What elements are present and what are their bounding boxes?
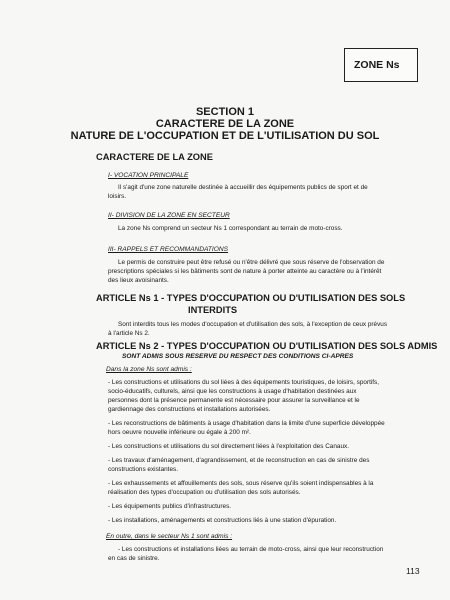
vocation-subheading: I- VOCATION PRINCIPALE bbox=[108, 172, 189, 179]
page-number: 113 bbox=[406, 566, 420, 576]
art2-para4-line-1: - Les travaux d'aménagement, d'agrandissement, et de reconstruction en cas de sinistre des bbox=[108, 457, 370, 464]
art2-para1-line-4: gardiennage des constructions et installations autorisées. bbox=[108, 406, 271, 413]
vocation-line-1: Il s'agit d'une zone naturelle destinée à accueillir des équipements publics de sport et de bbox=[118, 184, 368, 191]
section-subtitle: CARACTERE DE LA ZONE bbox=[155, 118, 295, 130]
article-1-line-2: à l'article Ns 2. bbox=[108, 330, 150, 337]
zone-badge-label: ZONE Ns bbox=[354, 59, 400, 71]
art2-para2-line-1: - Les reconstructions de bâtiments à usage d'habitation dans la limite d'une superficie développée bbox=[108, 420, 385, 427]
rappels-line-3: des lieux avoisinants. bbox=[108, 277, 169, 284]
rappels-subheading: III- RAPPELS ET RECOMMANDATIONS bbox=[108, 246, 229, 253]
article-1-heading: ARTICLE Ns 1 - TYPES D'OCCUPATION OU D'UTILISATION DES SOLS bbox=[96, 293, 406, 303]
art2-para1-line-1: - Les constructions et utilisations du sol liées à des équipements touristiques, de loisirs, sportifs, bbox=[108, 379, 380, 386]
art2-para2-line-2: hors oeuvre nouvelle inférieure ou égale à 200 m². bbox=[108, 429, 251, 436]
article-2-heading: ARTICLE Ns 2 - TYPES D'OCCUPATION OU D'UTILISATION DES SOLS ADMIS bbox=[96, 341, 438, 351]
art2-para5-line-1: - Les exhaussements et affouillements des sols, sous réserve qu'ils soient indispensables à la bbox=[108, 480, 374, 487]
article-1-heading-line-2: INTERDITS bbox=[188, 305, 238, 315]
art2-para3: - Les constructions et utilisations du sol directement liées à l'exploitation des Canaux. bbox=[108, 443, 349, 450]
art2-para8-line-2: en cas de sinistre. bbox=[108, 555, 160, 562]
art2-para4-line-2: constructions existantes. bbox=[108, 466, 178, 473]
caractere-heading: CARACTERE DE LA ZONE bbox=[96, 152, 213, 162]
secteur-label: En outre, dans le secteur Ns 1 sont admis : bbox=[106, 533, 233, 540]
zone-badge bbox=[344, 48, 418, 82]
rappels-line-1: Le permis de construire peut être refusé ou n'être délivré que sous réserve de l'observation de bbox=[118, 259, 385, 266]
division-text: La zone Ns comprend un secteur Ns 1 correspondant au terrain de moto-cross. bbox=[118, 225, 343, 232]
article-2-subheading: SONT ADMIS SOUS RESERVE DU RESPECT DES CONDITIONS CI-APRES bbox=[122, 353, 354, 360]
zone-ns-label: Dans la zone Ns sont admis : bbox=[106, 366, 192, 373]
section-title: SECTION 1 bbox=[195, 106, 255, 118]
art2-para6: - Les équipements publics d'infrastructures. bbox=[108, 503, 232, 510]
art2-para5-line-2: réalisation des types d'occupation ou d'utilisation des sols autorisés. bbox=[108, 489, 301, 496]
vocation-line-2: loisirs. bbox=[108, 193, 127, 200]
art2-para8-line-1: - Les constructions et installations liées au terrain de moto-cross, ainsi que leur reconstruction bbox=[118, 546, 384, 553]
article-1-line-1: Sont interdits tous les modes d'occupation et d'utilisation des sols, à l'exception de ceux prévus bbox=[118, 321, 388, 328]
rappels-line-2: prescriptions spéciales si les bâtiments sont de nature à porter atteinte au caractère ou à l'intérêt bbox=[108, 268, 382, 275]
art2-para1-line-2: socio-éducatifs, culturels, ainsi que les constructions à usage d'habitation destinées aux bbox=[108, 388, 357, 395]
art2-para7: - Les installations, aménagements et constructions liés à une station d'épuration. bbox=[108, 517, 337, 524]
art2-para1-line-3: personnes dont la présence permanente est nécessaire pour assurer la surveillance et le bbox=[108, 397, 360, 404]
division-subheading: II- DIVISION DE LA ZONE EN SECTEUR bbox=[108, 212, 230, 219]
section-heading: NATURE DE L'OCCUPATION ET DE L'UTILISATION DU SOL bbox=[70, 130, 380, 142]
